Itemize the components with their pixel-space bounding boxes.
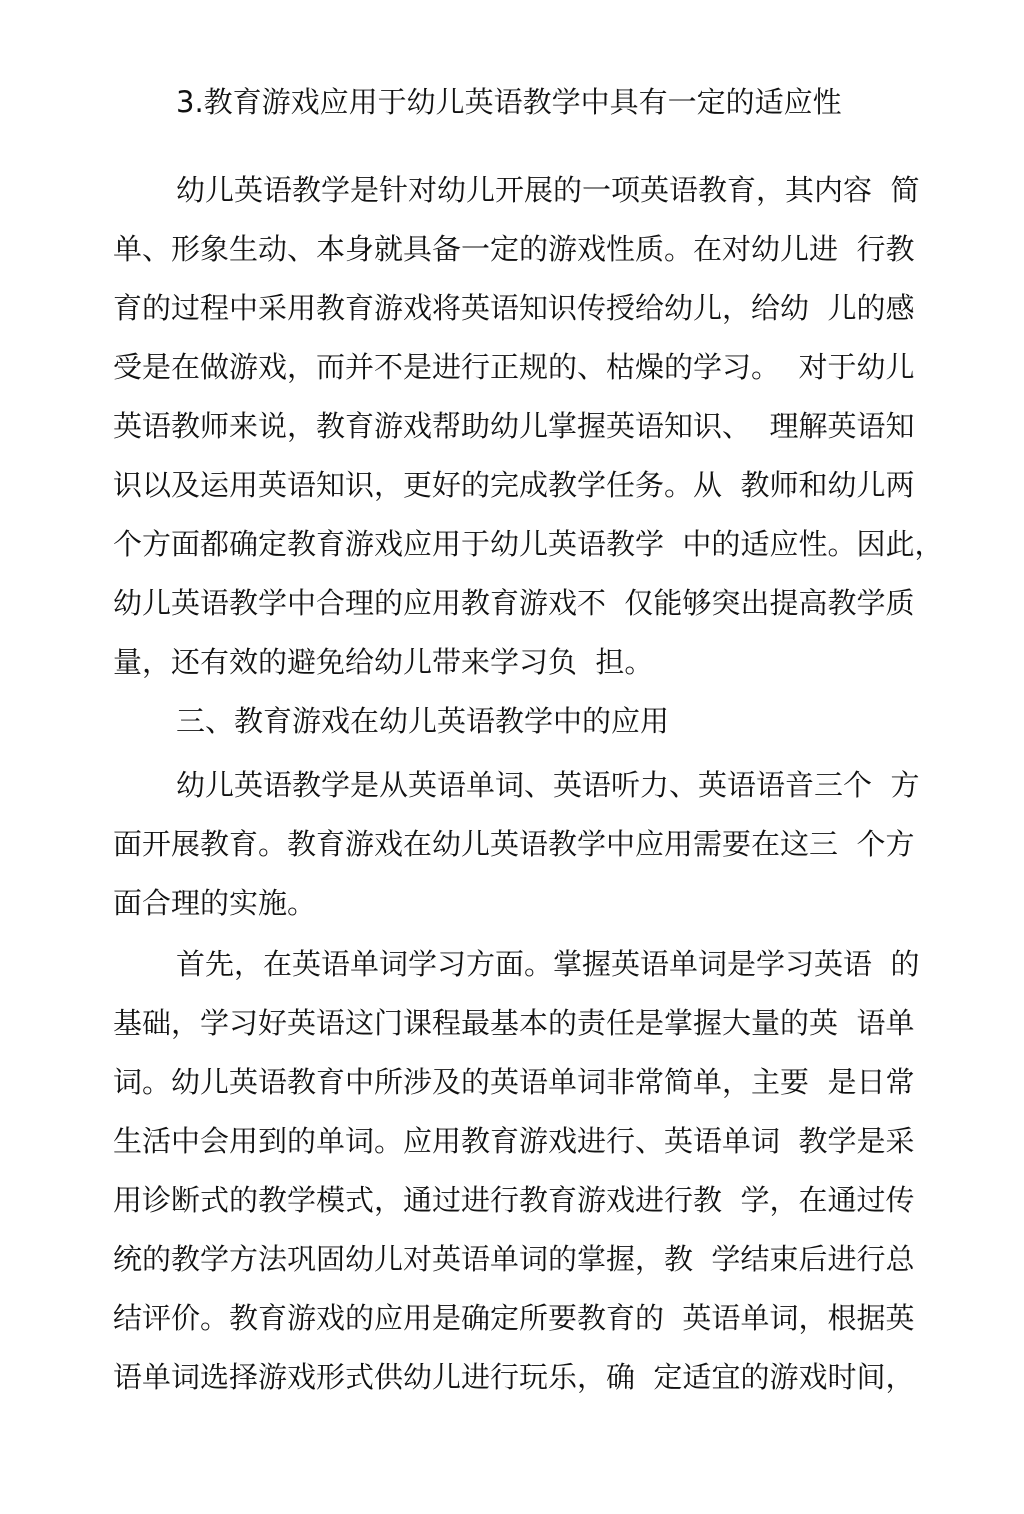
paragraph-line: 单、形象生动、本身就具备一定的游戏性质。在对幼儿进 行教 <box>113 232 915 266</box>
paragraph-line: 育的过程中采用教育游戏将英语知识传授给幼儿，给幼 儿的感 <box>113 291 915 325</box>
paragraph-line: 幼儿英语教学中合理的应用教育游戏不 仅能够突出提高教学质 <box>113 586 915 620</box>
paragraph-line: 受是在做游戏，而并不是进行正规的、枯燥的学习。 对于幼儿 <box>113 350 915 384</box>
paragraph-line: 量，还有效的避免给幼儿带来学习负 担。 <box>113 645 654 679</box>
section-heading-3: 三、教育游戏在幼儿英语教学中的应用 <box>176 704 670 738</box>
paragraph-line: 生活中会用到的单词。应用教育游戏进行、英语单词 教学是采 <box>113 1124 915 1158</box>
paragraph-line: 面开展教育。教育游戏在幼儿英语教学中应用需要在这三 个方 <box>113 827 915 861</box>
paragraph-line: 英语教师来说，教育游戏帮助幼儿掌握英语知识、 理解英语知 <box>113 409 915 443</box>
paragraph-line: 统的教学方法巩固幼儿对英语单词的掌握，教 学结束后进行总 <box>113 1242 915 1276</box>
paragraph-line: 个方面都确定教育游戏应用于幼儿英语教学 中的适应性。因此， <box>113 527 944 561</box>
paragraph-line: 词。幼儿英语教育中所涉及的英语单词非常简单，主要 是日常 <box>113 1065 915 1099</box>
paragraph-line: 首先，在英语单词学习方面。掌握英语单词是学习英语 的 <box>176 947 920 981</box>
paragraph-line: 用诊断式的教学模式，通过进行教育游戏进行教 学，在通过传 <box>113 1183 915 1217</box>
paragraph-line: 语单词选择游戏形式供幼儿进行玩乐，确 定适宜的游戏时间， <box>113 1360 915 1394</box>
paragraph-line: 幼儿英语教学是从英语单词、英语听力、英语语音三个 方 <box>176 768 920 802</box>
paragraph-line: 基础，学习好英语这门课程最基本的责任是掌握大量的英 语单 <box>113 1006 915 1040</box>
subheading-3: 3.教育游戏应用于幼儿英语教学中具有一定的适应性 <box>176 85 842 119</box>
paragraph-line: 面合理的实施。 <box>113 886 317 920</box>
paragraph-line: 识以及运用英语知识，更好的完成教学任务。从 教师和幼儿两 <box>113 468 915 502</box>
paragraph-line: 结评价。教育游戏的应用是确定所要教育的 英语单词，根据英 <box>113 1301 915 1335</box>
paragraph-line: 幼儿英语教学是针对幼儿开展的一项英语教育，其内容 简 <box>176 173 920 207</box>
